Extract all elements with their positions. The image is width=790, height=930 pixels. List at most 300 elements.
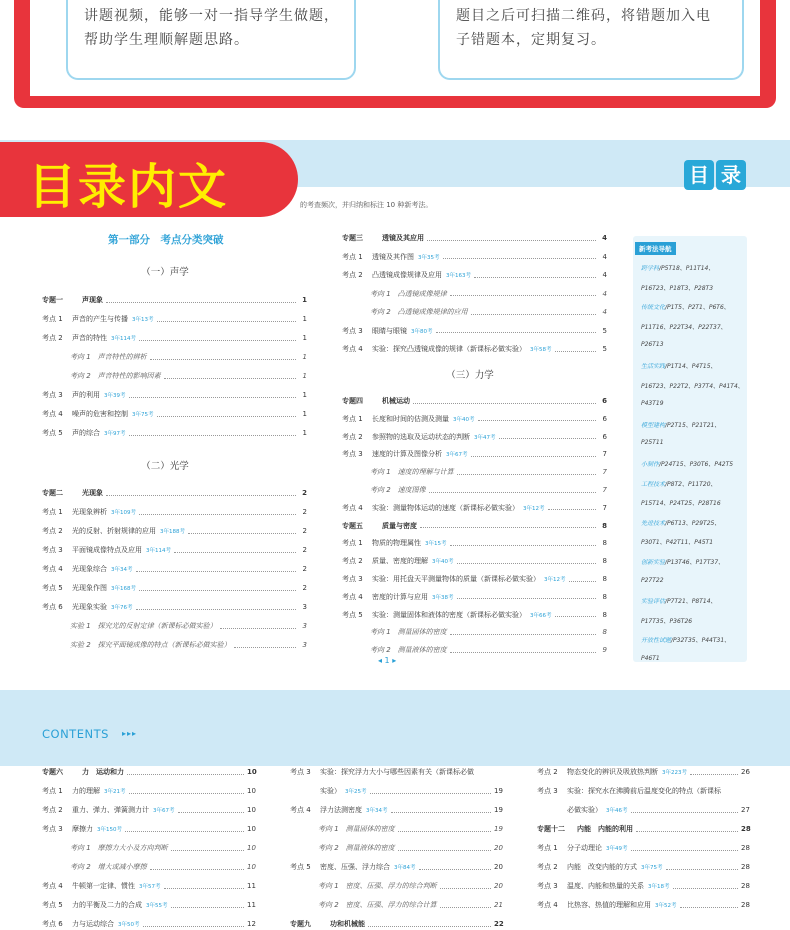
row-label: 考点 2 (342, 271, 363, 279)
method-name: 传统文化 (641, 304, 666, 312)
leader-dots (450, 295, 596, 296)
page-ref: 4 (602, 271, 607, 279)
toc-row (342, 413, 607, 425)
leader-dots (139, 340, 296, 341)
leader-dots (178, 812, 245, 813)
frequency-tag: 3年25考 (345, 789, 367, 795)
leader-dots (443, 258, 597, 259)
frequency-tag: 3年114考 (146, 548, 171, 554)
leader-dots (398, 850, 491, 851)
page-ref: 1 (302, 296, 307, 304)
page-ref: 8 (602, 575, 607, 583)
row-text: 噪声的危害和控制 (72, 410, 128, 418)
method-refs: P11T16、P22T34、P22T37、 (641, 323, 727, 331)
row-text: 质量、密度的理解 (372, 557, 428, 566)
leader-dots (450, 545, 597, 546)
frequency-tag: 3年40考 (432, 559, 454, 566)
page-ref: 2 (302, 584, 307, 592)
page-ref: 7 (602, 503, 607, 512)
sidebar-line (641, 635, 730, 644)
toc-row (42, 544, 307, 556)
row-text: 声的综合 (72, 429, 100, 437)
toc-row (342, 325, 607, 337)
row-label: 专题四 (342, 397, 363, 405)
method-name: 先进技术 (641, 519, 666, 527)
leader-dots (457, 598, 597, 599)
leader-dots (164, 378, 296, 379)
row-label: 考点 1 (42, 508, 63, 516)
row-text: 光现象实验 (72, 603, 107, 611)
toc-row (342, 431, 607, 443)
method-refs: P15T14、P24T25、P28T16 (641, 500, 721, 508)
page-ref: 8 (602, 592, 607, 601)
method-refs: P43T19 (641, 400, 664, 408)
row-text: 透镜及其作图 (372, 252, 414, 261)
row-text: 力的平衡及二力的合成 (72, 901, 142, 909)
method-refs: /P6T13、P29T25、 (665, 519, 721, 527)
leader-dots (127, 774, 244, 775)
tip-line: 题目之后可扫描二维码，将错题加入电 (456, 8, 711, 24)
page-ref: 7 (602, 450, 607, 459)
subtopic-row (42, 351, 307, 363)
row-label: 考点 2 (42, 806, 63, 814)
page-ref: 10 (247, 863, 256, 871)
row-text: 力的理解 (72, 787, 100, 795)
row-text: 物质的物理属性 (372, 539, 421, 548)
row-text: 考向 1 摩擦力大小及方向判断 (70, 844, 168, 852)
topic-row (42, 294, 307, 306)
frequency-tag: 3年50考 (118, 922, 140, 928)
leader-dots (680, 907, 739, 908)
page-ref: 3 (302, 641, 307, 649)
toc-row (537, 899, 749, 911)
row-text: 牛顿第一定律、惯性 (72, 882, 135, 890)
frequency-tag: 3年163考 (446, 273, 471, 279)
row-label: 考点 4 (342, 592, 363, 601)
row-label: 考点 4 (290, 806, 311, 814)
mulu-char: 录 (716, 160, 746, 190)
frequency-tag: 3年109考 (111, 510, 136, 516)
sidebar-line (641, 341, 664, 348)
sidebar-line (641, 400, 664, 407)
toc-row (42, 332, 307, 344)
page-ref: 4 (602, 234, 607, 242)
toc-row (342, 537, 607, 549)
row-label: 考点 2 (42, 334, 63, 342)
page-ref: 8 (602, 628, 607, 637)
row-label: 考点 4 (342, 345, 363, 353)
row-label: 考点 3 (537, 882, 558, 890)
row-text: 考向 1 声音特性的辨析 (70, 353, 147, 361)
toc-row (42, 525, 307, 537)
row-text: 考向 2 声音特性的影响因素 (70, 372, 161, 380)
section-title: （三）力学 (446, 370, 494, 381)
leader-dots (129, 435, 297, 436)
leader-dots (666, 869, 739, 870)
leader-dots (555, 351, 597, 352)
tip-line: 讲题视频，能够一对一指导学生做题， (84, 8, 339, 24)
sidebar-line (641, 577, 664, 584)
page-ref: 9 (602, 646, 607, 655)
row-text: 摩擦力 (72, 825, 93, 833)
toc-row (42, 899, 255, 911)
frequency-tag: 3年114考 (111, 336, 136, 342)
row-text: 考向 1 密度、压强、浮力的综合判断 (318, 882, 437, 890)
subtopic-row (290, 880, 502, 892)
page-ref: 22 (494, 920, 504, 928)
row-text: 功和机械能 (330, 920, 365, 928)
leader-dots (129, 397, 297, 398)
toc-row (42, 823, 255, 835)
row-text: 眼睛与眼镜 (372, 326, 407, 335)
page-ref: 1 (302, 334, 307, 342)
page-ref: 28 (741, 825, 751, 833)
row-label: 考点 3 (42, 391, 63, 399)
page-ref: 19 (494, 806, 503, 814)
page-ref: 19 (494, 825, 503, 833)
row-text: 凸透镜成像规律及应用 (372, 271, 442, 279)
row-text: 实验） (320, 787, 341, 795)
frequency-tag: 3年75考 (641, 865, 663, 871)
subtopic-row (342, 306, 607, 318)
frequency-tag: 3年75考 (132, 412, 154, 418)
method-name: 工程技术 (641, 480, 666, 488)
row-label: 考点 1 (342, 252, 363, 261)
method-name: 模型建构 (641, 421, 666, 429)
sidebar-line (641, 537, 713, 546)
subtopic-row (290, 823, 502, 835)
page-ref: 4 (602, 252, 607, 261)
page-ref: 10 (247, 787, 256, 795)
row-label: 专题一 (42, 296, 63, 304)
row-label: 考点 6 (42, 920, 63, 928)
subtopic-row (42, 620, 307, 632)
leader-dots (106, 302, 296, 303)
page-ref: 1 (302, 353, 307, 361)
method-refs: /P13T46、P17T37、 (665, 559, 725, 566)
leader-dots (440, 907, 491, 908)
row-text: 力 运动和力 (82, 768, 124, 776)
tip-line: 子错题本，定期复习。 (456, 32, 606, 48)
row-label: 考点 2 (342, 432, 363, 441)
toc-row (42, 427, 307, 439)
method-refs: /P1T14、P4T15、 (665, 363, 717, 370)
row-label: 考点 3 (290, 768, 311, 776)
leader-dots (499, 438, 597, 439)
row-label: 专题二 (42, 489, 63, 497)
sidebar-line (641, 420, 720, 429)
page-ref: 10 (247, 806, 256, 814)
page-ref: 28 (741, 901, 750, 909)
frequency-tag: 3年80考 (411, 328, 433, 335)
page-ref: 1 (302, 410, 307, 418)
row-label: 考点 3 (537, 787, 558, 795)
toc-row (342, 502, 607, 514)
leader-dots (234, 647, 296, 648)
row-label: 考点 4 (537, 901, 558, 909)
leader-dots (548, 509, 597, 510)
leader-dots (569, 581, 597, 582)
subtopic-row (42, 370, 307, 382)
frequency-tag: 3年49考 (606, 846, 628, 852)
frequency-tag: 3年12考 (523, 505, 545, 512)
page-ref: 8 (602, 557, 607, 566)
method-refs: P25T11 (641, 439, 664, 447)
frequency-tag: 3年188考 (160, 529, 185, 535)
frequency-tag: 3年223考 (662, 770, 687, 776)
frequency-tag: 3年150考 (97, 827, 122, 833)
page-ref: 4 (602, 289, 607, 298)
leader-dots (136, 571, 297, 572)
toc-row (342, 251, 607, 263)
page-ref: 10 (247, 768, 257, 776)
row-text: 光的反射、折射规律的应用 (72, 527, 156, 535)
method-refs: /P1T5、P2T1、P6T6、 (665, 304, 730, 312)
page-ref: 20 (494, 844, 503, 852)
row-text: 实验 2 探究平面镜成像的特点（新课标必做实验） (70, 641, 231, 649)
row-label: 考点 5 (42, 584, 63, 592)
row-text: 实验：探究水在沸腾前后温度变化的特点（新课标 (567, 787, 721, 795)
page-ref: 1 (302, 372, 307, 380)
row-label: 考点 1 (537, 844, 558, 852)
row-text: 考向 1 速度的理解与计算 (370, 468, 454, 477)
toc-row (342, 269, 607, 281)
subtopic-row (342, 484, 607, 496)
page-ref: 28 (741, 882, 750, 890)
sidebar-line (641, 361, 717, 370)
toc-row (537, 785, 749, 797)
row-text: 长度和时间的估测及测量 (372, 414, 449, 423)
leader-dots (631, 812, 739, 813)
frequency-tag: 3年76考 (111, 605, 133, 611)
row-label: 专题五 (342, 521, 363, 530)
topic-row (290, 918, 502, 930)
subtopic-row (42, 842, 255, 854)
leader-dots (457, 563, 597, 564)
leader-dots (450, 652, 596, 653)
page-ref: 20 (494, 863, 503, 871)
frequency-tag: 3年97考 (104, 431, 126, 437)
frequency-tag: 3年38考 (432, 594, 454, 601)
sidebar-line (641, 263, 714, 272)
leader-dots (106, 495, 296, 496)
page-ref: 2 (302, 508, 307, 516)
leader-dots (174, 552, 296, 553)
topic-row (342, 395, 607, 407)
row-text: 实验：测量物体运动的速度（新课标必做实验） (372, 503, 519, 512)
page-ref: 8 (602, 610, 607, 619)
frequency-tag: 3年39考 (104, 393, 126, 399)
row-label: 考点 3 (342, 450, 363, 459)
leader-dots (164, 888, 245, 889)
row-text: 声现象 (82, 296, 103, 304)
page-ref: 3 (302, 603, 307, 611)
frequency-tag: 3年40考 (453, 416, 475, 423)
topic-row (537, 823, 749, 835)
topic-row (42, 487, 307, 499)
sidebar-line (641, 381, 744, 390)
row-text: 比热容、热值的理解和应用 (567, 901, 651, 909)
page-ref: 8 (602, 539, 607, 548)
frequency-tag: 3年66考 (530, 612, 552, 619)
previous-page-fragment (0, 0, 790, 130)
toc-row (537, 861, 749, 873)
row-text: 实验：探究浮力大小与哪些因素有关（新课标必做 (320, 768, 474, 776)
page-ref: 6 (602, 414, 607, 423)
sidebar-line (641, 655, 660, 662)
row-label: 专题十二 (537, 825, 565, 833)
sidebar-line (641, 322, 727, 331)
row-text: 分子动理论 (567, 844, 602, 852)
leader-dots (220, 628, 296, 629)
page-ref: 3 (302, 622, 307, 630)
subtopic-row (342, 288, 607, 300)
leader-dots (471, 456, 597, 457)
row-label: 考点 2 (342, 557, 363, 566)
row-label: 考点 3 (42, 825, 63, 833)
toc-row (42, 313, 307, 325)
frequency-tag: 3年18考 (648, 884, 670, 890)
page-ref: 26 (741, 768, 750, 776)
row-text: 透镜及其应用 (382, 234, 424, 242)
row-text: 考向 2 速度图像 (370, 486, 426, 494)
frequency-tag: 3年67考 (153, 808, 175, 814)
row-label: 考点 4 (342, 503, 363, 512)
row-text: 内能 改变内能的方式 (567, 863, 637, 871)
sidebar-line (641, 439, 664, 446)
row-text: 重力、弹力、弹簧测力计 (72, 806, 149, 814)
page-ref: 4 (602, 308, 607, 316)
frequency-tag: 3年52考 (655, 903, 677, 909)
section-title: （二）光学 (141, 461, 189, 472)
row-text: 考向 2 测量液体的密度 (318, 844, 395, 852)
leader-dots (478, 420, 597, 421)
frequency-tag: 3年58考 (530, 347, 552, 353)
topic-row (42, 766, 255, 778)
frequency-tag: 3年46考 (606, 808, 628, 814)
method-name: 开放性试题 (641, 637, 672, 645)
page-ref: 1 (302, 391, 307, 399)
page-ref: 27 (741, 806, 750, 814)
sidebar-line (641, 498, 721, 507)
leader-dots (636, 831, 738, 832)
row-text: 必做实验） (567, 806, 602, 814)
frequency-tag: 3年35考 (418, 254, 440, 261)
row-text: 光现象作图 (72, 584, 107, 592)
part-title: 第一部分 考点分类突破 (108, 234, 224, 246)
frequency-tag: 3年34考 (111, 567, 133, 573)
banner-text: 目录内文 (28, 159, 229, 215)
frequency-tag: 3年168考 (111, 586, 136, 592)
subtopic-row (342, 644, 607, 656)
page-ref: 28 (741, 844, 750, 852)
topic-row (342, 232, 607, 244)
leader-dots (457, 474, 596, 475)
method-name: 小制作 (641, 461, 660, 468)
tip-box-right (438, 0, 744, 80)
subtopic-row (290, 899, 502, 911)
page-ref: 6 (602, 397, 607, 405)
leader-dots (150, 869, 244, 870)
toc-row (537, 880, 749, 892)
toc-row (342, 555, 607, 567)
row-text: 物态变化的辨识及吸放热判断 (567, 768, 658, 776)
sidebar-line (641, 479, 717, 488)
page-ref: 10 (247, 825, 256, 833)
page-ref: 19 (494, 787, 503, 795)
page-ref: 11 (247, 901, 256, 909)
row-text: 力与运动综合 (72, 920, 114, 928)
tip-line: 帮助学生理顺解题思路。 (84, 32, 249, 48)
leader-dots (136, 609, 297, 610)
toc-row (42, 408, 307, 420)
subtopic-row (42, 861, 255, 873)
toc-row (290, 804, 502, 816)
row-text: 浮力法测密度 (320, 806, 362, 814)
page-ref: 8 (602, 521, 607, 530)
toc-row (42, 804, 255, 816)
row-label: 考点 3 (42, 546, 63, 554)
row-label: 考点 1 (42, 787, 63, 795)
leader-dots (150, 359, 296, 360)
leader-dots (171, 850, 244, 851)
leader-dots (440, 888, 491, 889)
method-name: 跨学科 (641, 265, 660, 272)
leader-dots (125, 831, 244, 832)
row-label: 考点 5 (290, 863, 311, 871)
row-text: 内能 内能的利用 (577, 825, 633, 833)
row-label: 考点 4 (42, 565, 63, 573)
mulu-badge (684, 160, 746, 190)
method-refs: P46T1 (641, 655, 660, 662)
toc-row (42, 918, 255, 930)
leader-dots (429, 492, 596, 493)
row-text: 考向 1 凸透镜成像规律 (370, 289, 447, 298)
row-label: 专题三 (342, 234, 363, 242)
frequency-tag: 3年67考 (446, 452, 468, 459)
page-number: ◂ 1 ▸ (378, 656, 397, 665)
toc-row (342, 343, 607, 355)
row-text: 速度的计算及图像分析 (372, 450, 442, 459)
toc-row (42, 389, 307, 401)
contents-arrows: ▸▸▸ (122, 729, 138, 738)
page-ref: 1 (302, 429, 307, 437)
row-text: 考向 1 测量固体的密度 (370, 628, 447, 637)
frequency-tag: 3年84考 (394, 865, 416, 871)
toc-row (537, 766, 749, 778)
leader-dots (474, 277, 596, 278)
row-label: 考点 1 (342, 414, 363, 423)
page-gap (0, 690, 790, 766)
row-text: 光现象辨析 (72, 508, 107, 516)
contents-label: CONTENTS (42, 727, 109, 741)
toc-row (42, 582, 307, 594)
sidebar-line (641, 302, 730, 311)
leader-dots (398, 831, 491, 832)
leader-dots (471, 314, 596, 315)
row-text: 考向 2 增大或减小摩擦 (70, 863, 147, 871)
row-label: 考点 5 (342, 610, 363, 619)
row-text: 声音的特性 (72, 334, 107, 342)
page-ref: 2 (302, 546, 307, 554)
toc-row (537, 804, 749, 816)
method-refs: /P24T15、P30T6、P42T5 (659, 461, 734, 468)
row-text: 温度、内能和热量的关系 (567, 882, 644, 890)
leader-dots (391, 812, 492, 813)
row-label: 考点 5 (42, 901, 63, 909)
sidebar-line (641, 518, 720, 527)
page-ref: 2 (302, 565, 307, 573)
